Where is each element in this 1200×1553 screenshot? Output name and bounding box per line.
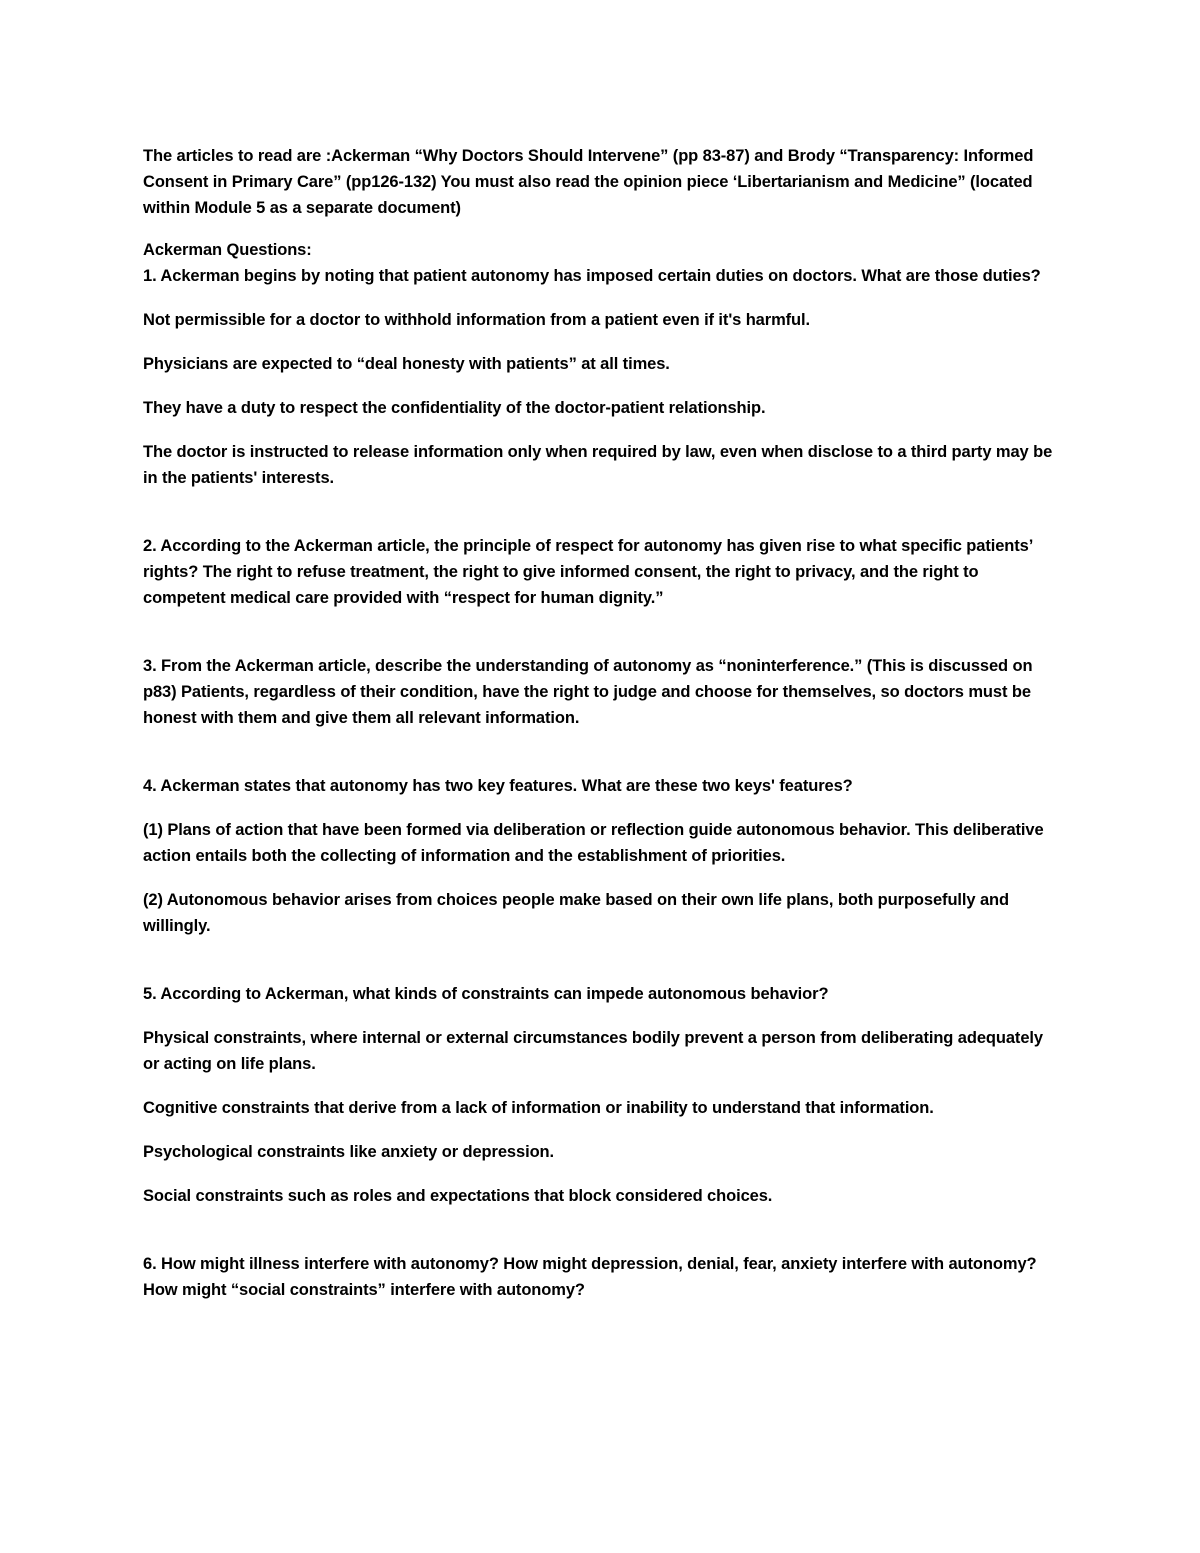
question-6: 6. How might illness interfere with autonomy? How might depression, denial, fear, anxiety interfere with autonomy? How might “social constraints” interfere with autonomy?	[143, 1255, 1037, 1299]
answer-4-item: (2) Autonomous behavior arises from choices people make based on their own life plans, both purposefully and willingly.	[143, 891, 1009, 935]
question-1: 1. Ackerman begins by noting that patient autonomy has imposed certain duties on doctors. What are those duties?	[143, 267, 1041, 285]
answer-5-item: Psychological constraints like anxiety or depression.	[143, 1143, 555, 1161]
answer-4-item: (1) Plans of action that have been formed via deliberation or reflection guide autonomous behavior. This deliberative action entails both the collecting of information and the establishment of priorities.	[143, 821, 1044, 865]
answer-1-item: They have a duty to respect the confidentiality of the doctor-patient relationship.	[143, 399, 766, 417]
section-heading: Ackerman Questions:	[143, 241, 312, 259]
document-body	[143, 143, 1063, 1303]
answer-5-item: Social constraints such as roles and expectations that block considered choices.	[143, 1187, 773, 1205]
question-5: 5. According to Ackerman, what kinds of constraints can impede autonomous behavior?	[143, 985, 829, 1003]
answer-1-item: Physicians are expected to “deal honesty with patients” at all times.	[143, 355, 670, 373]
intro-paragraph: The articles to read are :Ackerman “Why Doctors Should Intervene” (pp 83-87) and Brody “Transparency: Informed Consent in Primary Care” (pp126-132) You must also read the opinion piece ‘Libertarianism and Medicine” (located within Module 5 as a separate document)	[143, 147, 1034, 217]
question-2: 2. According to the Ackerman article, the principle of respect for autonomy has given rise to what specific patients’ rights? The right to refuse treatment, the right to give informed consent, the right to privacy, and the right to competent medical care provided with “respect for human dignity.”	[143, 537, 1033, 607]
question-3: 3. From the Ackerman article, describe the understanding of autonomy as “noninterference.” (This is discussed on p83) Patients, regardless of their condition, have the right to judge and choose for themselves, so doctors must be honest with them and give them all relevant information.	[143, 657, 1033, 727]
answer-5-item: Cognitive constraints that derive from a lack of information or inability to understand that information.	[143, 1099, 934, 1117]
answer-5-item: Physical constraints, where internal or external circumstances bodily prevent a person from deliberating adequately or acting on life plans.	[143, 1029, 1043, 1073]
answer-1-item: Not permissible for a doctor to withhold information from a patient even if it's harmful.	[143, 311, 810, 329]
question-4: 4. Ackerman states that autonomy has two key features. What are these two keys' features?	[143, 777, 853, 795]
answer-1-item: The doctor is instructed to release information only when required by law, even when disclose to a third party may be in the patients' interests.	[143, 443, 1053, 487]
